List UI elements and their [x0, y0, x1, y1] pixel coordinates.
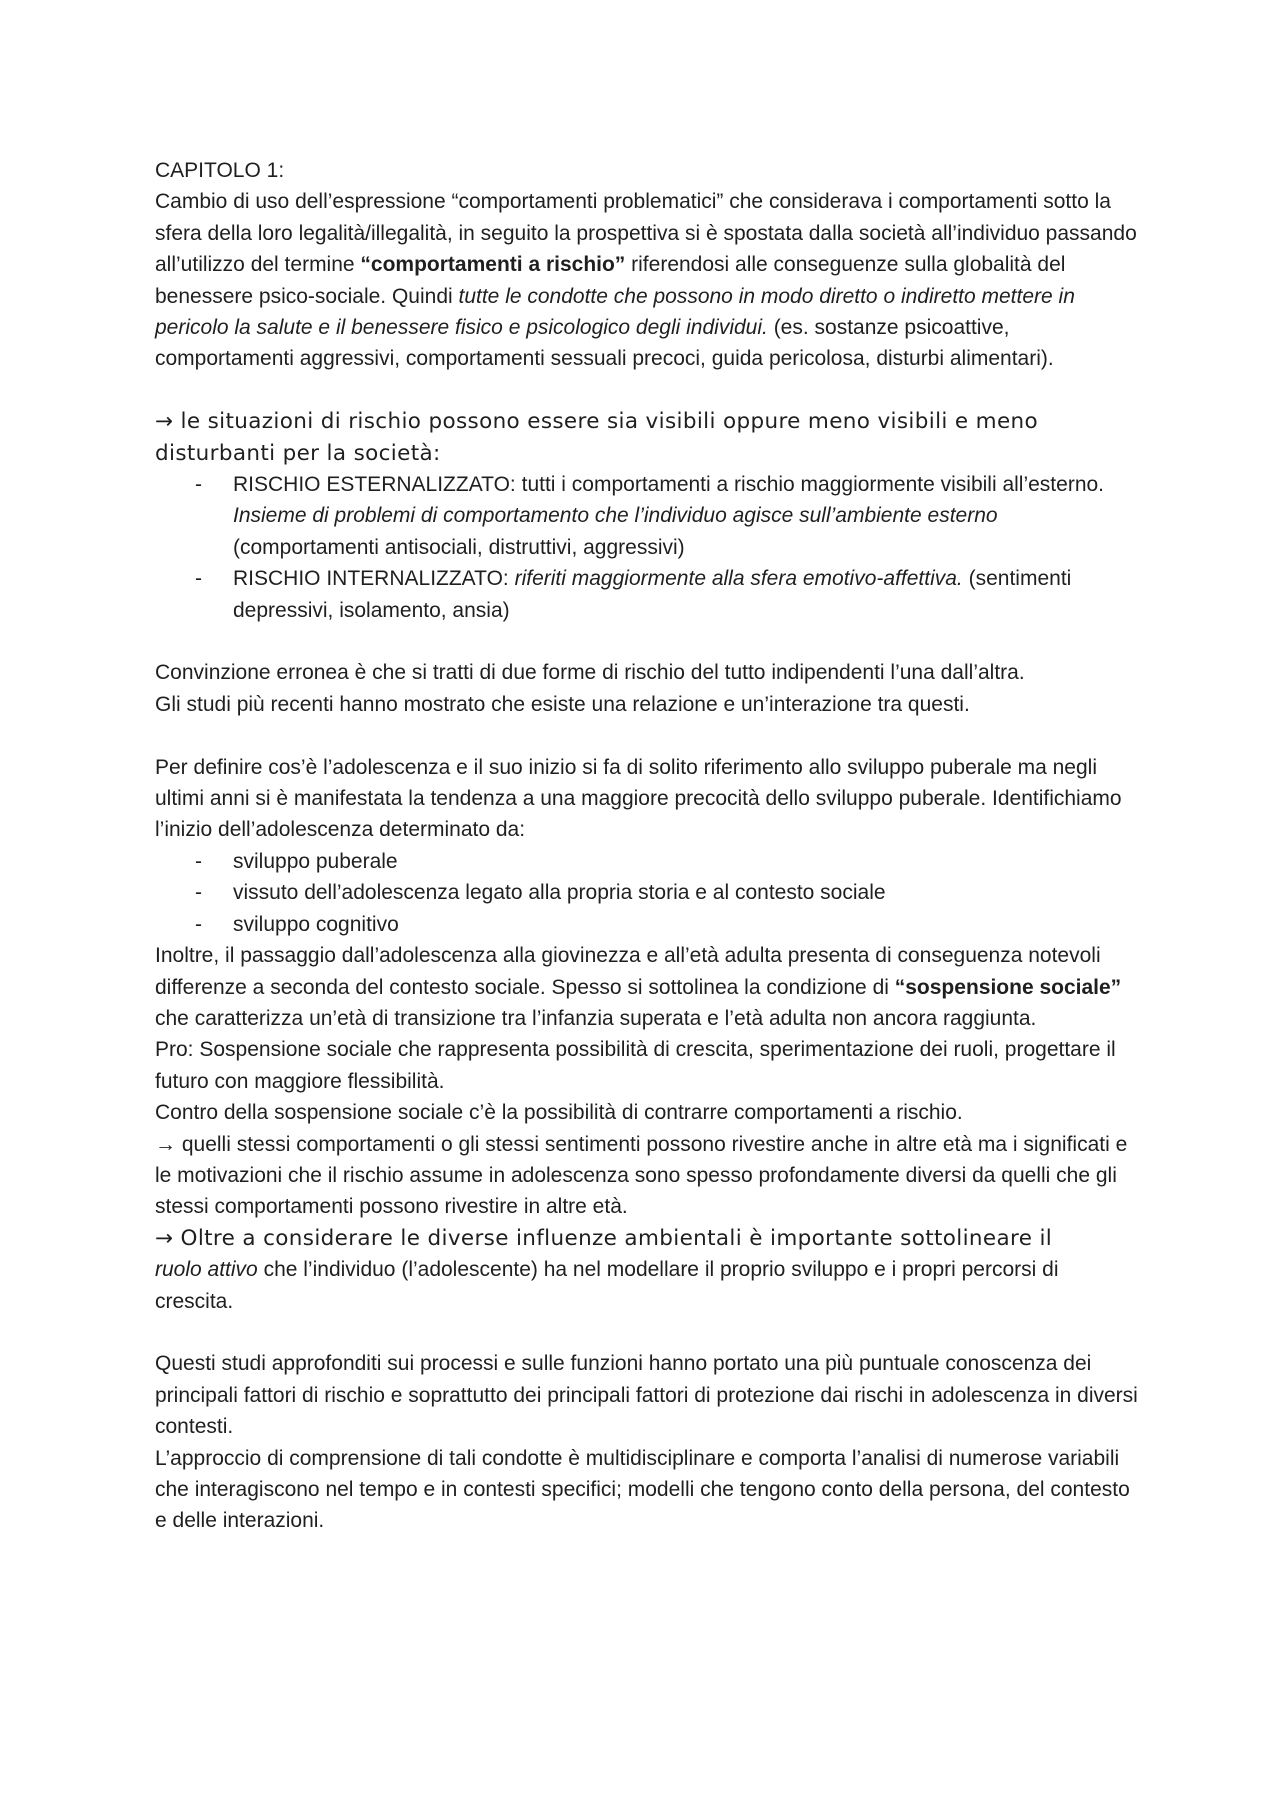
intro-text-3: (es. sostanze psicoattive, comportamenti aggressivi, comportamenti sessuali precoci, guida pericolosa, disturbi alimentari). — [155, 316, 1054, 371]
intro-text-2: riferendosi alle conseguenze sulla globalità del benessere psico-sociale. Quindi — [155, 253, 1066, 308]
dash-bullet: - — [195, 881, 202, 905]
list-item — [155, 846, 1140, 877]
arrow-note-1: → quelli stessi comportamenti o gli stessi sentimenti possono rivestire anche in altre età ma i significati e le motivazioni che il rischio assume in adolescenza sono spesso profondamente diversi da quelli che gli stessi comportamenti possono rivestire in altre età. — [155, 1132, 1128, 1219]
list-item-text: sviluppo puberale — [233, 849, 398, 873]
list-item — [155, 877, 1140, 908]
arrow-note-2-lead: → Oltre a considerare le diverse influenze ambientali è importante sottolineare il — [155, 1225, 1053, 1251]
pro-paragraph: Pro: Sospensione sociale che rappresenta possibilità di crescita, sperimentazione dei ruoli, progettare il futuro con maggiore flessibilità. — [155, 1038, 1116, 1093]
misconception-paragraph: Convinzione erronea è che si tratti di due forme di rischio del tutto indipendenti l’una dall’altra. — [155, 661, 1025, 685]
list-item-internal-risk — [155, 563, 1140, 626]
dash-bullet: - — [195, 473, 202, 497]
social-suspension-text-1: Inoltre, il passaggio dall’adolescenza alla giovinezza e all’età adulta presenta di conseguenza notevoli differenze a seconda del contesto sociale. Spesso si sottolinea la condizione di — [155, 944, 1101, 999]
internal-risk-italic: riferiti maggiormente alla sfera emotivo-affettiva. — [514, 567, 963, 591]
risk-list — [155, 469, 1140, 626]
intro-text-1: Cambio di uso dell’espressione “comportamenti problematici” che considerava i comportamenti sotto la sfera della loro legalità/illegalità, in seguito la prospettiva si è spostata dalla società all’individuo passando all’utilizzo del termine — [155, 190, 1137, 277]
adolescence-factors-list — [155, 846, 1140, 940]
adolescence-definition-paragraph: Per definire cos’è l’adolescenza e il suo inizio si fa di solito riferimento allo sviluppo puberale ma negli ultimi anni si è manifestata la tendenza a una maggiore precocità dello sviluppo puberale. Identifichiamo l’inizio dell’adolescenza determinato da: — [155, 755, 1122, 842]
external-risk-italic: Insieme di problemi di comportamento che l’individuo agisce sull’ambiente esterno — [233, 504, 998, 528]
approach-paragraph: L’approccio di comprensione di tali condotte è multidisciplinare e comporta l’analisi di numerose variabili che interagiscono nel tempo e in contesti specifici; modelli che tengono conto della persona, del contesto e delle interazioni. — [155, 1446, 1130, 1533]
studies-paragraph: Questi studi approfonditi sui processi e sulle funzioni hanno portato una più puntuale conoscenza dei principali fattori di rischio e soprattutto dei principali fattori di protezione dai rischi in adolescenza in diversi contesti. — [155, 1352, 1138, 1439]
intro-italic-definition: tutte le condotte che possono in modo diretto o indiretto mettere in pericolo la salute e il benessere fisico e psicologico degli individui. — [155, 284, 1075, 340]
dash-bullet: - — [195, 912, 202, 936]
external-risk-examples: (comportamenti antisociali, distruttivi, aggressivi) — [233, 535, 685, 559]
contro-paragraph: Contro della sospensione sociale c’è la possibilità di contrarre comportamenti a rischio. — [155, 1101, 963, 1125]
intro-bold-term: “comportamenti a rischio” — [360, 253, 626, 277]
list-item-text: vissuto dell’adolescenza legato alla propria storia e al contesto sociale — [233, 881, 886, 905]
internal-risk-examples: (sentimenti depressivi, isolamento, ansia) — [233, 567, 1072, 622]
social-suspension-bold-term: “sospensione sociale” — [894, 975, 1122, 999]
external-risk-text: tutti i comportamenti a rischio maggiormente visibili all’esterno. — [521, 473, 1105, 497]
document-page — [155, 155, 1140, 1537]
arrow-note-2-text: che l’individuo (l’adolescente) ha nel modellare il proprio sviluppo e i propri percorsi di crescita. — [155, 1258, 1059, 1313]
internal-risk-label: RISCHIO INTERNALIZZATO: — [233, 567, 515, 591]
dash-bullet: - — [195, 849, 202, 873]
risk-lead: → le situazioni di rischio possono essere sia visibili oppure meno visibili e meno disturbanti per la società: — [155, 409, 1039, 466]
social-suspension-text-2: che caratterizza un’età di transizione tra l’infanzia superata e l’età adulta non ancora raggiunta. — [155, 1006, 1037, 1030]
external-risk-label: RISCHIO ESTERNALIZZATO: — [233, 473, 522, 497]
chapter-title: CAPITOLO 1: — [155, 159, 285, 182]
social-suspension-paragraph — [155, 940, 1140, 1034]
dash-bullet: - — [195, 567, 202, 591]
intro-paragraph — [155, 186, 1140, 374]
list-item — [155, 909, 1140, 940]
list-item-text: sviluppo cognitivo — [233, 912, 399, 936]
list-item-external-risk — [155, 469, 1140, 563]
recent-studies-paragraph: Gli studi più recenti hanno mostrato che esiste una relazione e un’interazione tra questi. — [155, 692, 970, 716]
arrow-note-2 — [155, 1223, 1140, 1317]
arrow-note-2-italic: ruolo attivo — [155, 1258, 258, 1282]
